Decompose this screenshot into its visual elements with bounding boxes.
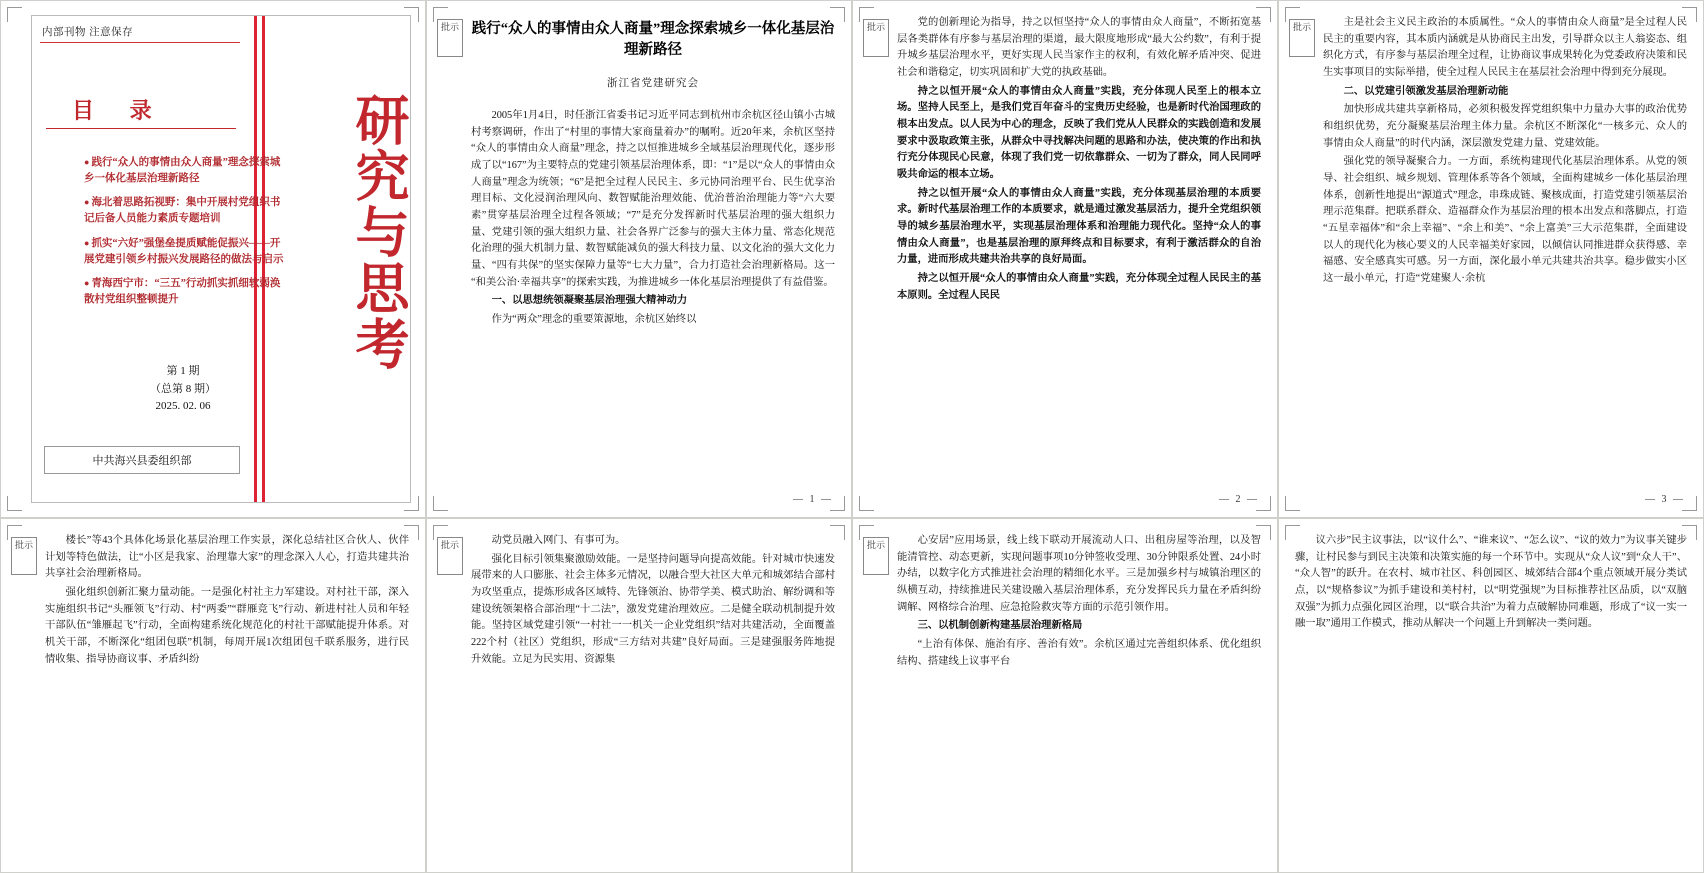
margin-annotation-box[interactable] [863, 19, 889, 57]
section-heading: 一、以思想统领凝聚基层治理强大精神动力 [491, 295, 688, 307]
page-body-4 [1323, 15, 1687, 483]
section-heading: 三、以机制创新构建基层治理新格局 [917, 620, 1083, 632]
document-page-4 [1278, 0, 1704, 518]
page-number: — 1 — [793, 494, 833, 505]
toc-item[interactable]: ● 青海西宁市：“三五”行动抓实抓细软弱涣散村党组织整顿提升 [84, 276, 284, 309]
crop-mark-icon [1285, 496, 1300, 511]
toc-divider [46, 128, 236, 129]
document-page-6 [426, 518, 852, 873]
page-body-5 [45, 533, 409, 838]
article-author: 浙江省党建研究会 [607, 78, 699, 90]
issue-total: （总第 8 期） [150, 382, 216, 395]
margin-annotation-box[interactable] [437, 19, 463, 57]
toc-item[interactable]: ● 抓实“六好”强堡垒提质赋能促振兴——开展党建引领乡村振兴发展路径的做法与启示 [84, 236, 284, 269]
paragraph: 主是社会主义民主政治的本质属性。“众人的事情由众人商量”是全过程人民民主的重要内容，其本质内涵就是从协商民主出发，引导群众以主人翁姿态、组织化方式，有序参与基层治理全过程，让协商议事成果转化为党委政府决策和民生实事项目的实际举措，使全过程人民民主在基层社会治理中得到充分展现。 [1323, 17, 1687, 79]
document-page-5 [0, 518, 426, 873]
cover-divider [40, 42, 240, 43]
page-number: — 2 — [1219, 494, 1259, 505]
paragraph: 持之以恒开展“众人的事情由众人商量”实践，充分体现基层治理的本质要求。新时代基层治理工作的本质要求，就是通过激发基层活力，提升全党组织领导的城乡基层治理水平，实现基层治理体系和治理能力现代化。坚持“众人的事情由众人商量”，也是基层治理的原拜终点和目标要求，有利于激活群众的自治力量，进而形成共建共治共享的良好局面。 [897, 187, 1261, 266]
paragraph: 党的创新理论为指导，持之以恒坚持“众人的事情由众人商量”，不断拓宽基层各类群体有序参与基层治理的渠道，最大限度地形成“最大公约数”，有利于提升城乡基层治理水平，更好实现人民当家作主的权利，有效化解矛盾冲突、促进社会和谐稳定，切实巩固和扩大党的执政基础。 [897, 17, 1261, 79]
paragraph: “上治有体保、施治有序、善治有效”。余杭区通过完善组织体系、优化组织结构、搭建线上议事平台 [897, 639, 1261, 667]
cover-publisher: 中共海兴县委组织部 [44, 446, 240, 474]
cover-issue-block [128, 363, 238, 416]
page-body-8 [1295, 533, 1687, 838]
article-title: 践行“众人的事情由众人商量”理念探索城乡一体化基层治理新路径 [471, 21, 835, 59]
toc-item[interactable]: ● 践行“众人的事情由众人商量”理念探索城乡一体化基层治理新路径 [84, 155, 284, 188]
cover-frame [31, 15, 411, 503]
paragraph: 楼长”等43个具体化场景化基层治理工作实景，深化总结社区合伙人、伙伴计划等特色做法，让“小区是我家、治理靠大家”的理念深入人心，打造共建共治共享社会治理新格局。 [45, 535, 409, 580]
paragraph: 持之以恒开展“众人的事情由众人商量”实践，充分体现全过程人民民主的基本原则。全过程人民民 [897, 273, 1261, 301]
issue-date: 2025. 02. 06 [155, 400, 211, 413]
cover-top-note: 内部刊物 注意保存 [42, 27, 134, 38]
margin-annotation-label: 批示 [14, 540, 33, 550]
document-page-3 [852, 0, 1278, 518]
paragraph: 强化党的领导凝聚合力。一方面，系统构建现代化基层治理体系。从党的领导、社会组织、城乡规划、管理体系等各个领域，全面构建城乡一体化基层治理体系，创新性地提出“源道式”理念，串珠成链、聚核成面，打造党建引领基层治理示范集群。把联系群众、造福群众作为基层治理的根本出发点和落脚点，打造“五星幸福体”和“余上幸福”、“余上和美”、“余上富美”三大示范集群，全面建设以人的现代化为核心要义的人民幸福美好家园，以倾信认同推进群众获得感、幸福感、安全感真实可感。另一方面，深化最小单元共建共治共享。稳步做实小区这一最小单元，打造“党建聚人·余杭 [1323, 156, 1687, 285]
margin-annotation-label: 批示 [440, 540, 459, 550]
document-page-8 [1278, 518, 1704, 873]
section-heading: 二、以党建引领激发基层治理新动能 [1343, 85, 1509, 97]
paragraph: 加快形成共建共享新格局，必须积极发挥党组织集中力量办大事的政治优势和组织优势，充分凝聚基层治理主体力量。余杭区不断深化“一核多元、众人的事情由众人商量”的时代内涵，深层激发党建力量、党建效能。 [1323, 104, 1687, 149]
paragraph: 作为“两众”理念的重要策源地，余杭区始终以 [491, 314, 697, 326]
margin-annotation-box[interactable] [11, 537, 37, 575]
document-page-7 [852, 518, 1278, 873]
paragraph: 持之以恒开展“众人的事情由众人商量”实践，充分体现人民至上的根本立场。坚持人民至上，是我们党百年奋斗的宝贵历史经验，也是新时代治国理政的根本出发点。以人民为中心的理念，反映了我们党从人民群众的实践创造和发展要求中汲取政策主张，从群众中寻找解决问题的思路和办法，使决策的作出和执行充分体现民心民意，体现了我们党一切依靠群众、一切为了群众，同人民同呼吸共命运的根本立场。 [897, 85, 1261, 181]
crop-mark-icon [7, 496, 22, 511]
paragraph: 议六步”民主议事法，以“议什么”、“谁来议”、“怎么议”、“议的效力”为议事关键步骤，让村民参与到民主决策和决策实施的每一个环节中。实现从“众人议”到“众人干”、“众人智”的跃升。在农村、城市社区、科创园区、城郊结合部4个重点领域开展分类试点，以“规格参议”为抓手建设和美村村，以“明党强规”为目标推荐社区品质，以“双脑双强”为抓力点强化园区治理，以“联合共治”为着力点破解协同难题，形成了“议一实一融一取”通用工作模式，推动从解决一个问题上升到解决一类问题。 [1295, 535, 1687, 630]
margin-annotation-label: 批示 [440, 22, 459, 32]
document-page-cover [0, 0, 426, 518]
cover-masthead: 研究与思考 [347, 92, 411, 372]
margin-annotation-label: 批示 [1292, 22, 1311, 32]
page-number: — 3 — [1645, 494, 1685, 505]
margin-annotation-box[interactable] [863, 537, 889, 575]
paragraph: 动党员融入网门、有事可为。 [491, 535, 626, 546]
crop-mark-icon [859, 496, 874, 511]
toc-heading: 目 录 [72, 98, 166, 124]
page-body-6 [471, 533, 835, 838]
margin-annotation-label: 批示 [866, 22, 885, 32]
page-body-2 [471, 15, 835, 483]
crop-mark-icon [7, 7, 22, 22]
paragraph: 2005年1月4日，时任浙江省委书记习近平同志到杭州市余杭区径山镇小古城村考察调研，作出了“村里的事情大家商量着办”的嘱咐。近20年来，余杭区坚持“众人的事情由众人商量”理念，持之以恒推进城乡全域基层治理现代化，逐步形成了以“167”为主要特点的党建引领基层治理体系，即：“1”是以“众人的事情由众人商量”理念为统领；“6”是把全过程人民民主、多元协同治理平台、民生优享治理目标、文化浸润治理风向、数智赋能治理效能、优治普治治理能力等“六大要素”贯穿基层治理全过程各领域；“7”是充分发挥新时代基层治理的强大组织力量、党建引领的强大组织力量、社会各界广泛参与的强大主体力量、常态化规范化治理的强大机制力量、数智赋能减负的强大科技力量、以文化治的强大文化力量、“四有共保”的坚实保障力量等“七大力量”，合力打造社会治理新格局。这一“和美公治·幸福共享”的探索实践，为推进城乡一体化基层治理提供了有益借鉴。 [471, 110, 835, 288]
crop-mark-icon [433, 496, 448, 511]
margin-annotation-box[interactable] [437, 537, 463, 575]
issue-number: 第 1 期 [166, 365, 200, 378]
toc-item[interactable]: ● 海北着思路拓视野：集中开展村党组织书记后备人员能力素质专题培训 [84, 195, 284, 228]
page-body-3 [897, 15, 1261, 483]
paragraph: 强化目标引领集聚激励效能。一是坚持问题导向提高效能。针对城市快速发展带来的人口膨胀、社会主体多元情况，以融合型大社区大单元和城郊结合部村为攻坚重点，提炼形成各区域特、先锋领治、协带学美、模式助治、解纷调和等建设统领架格合部治理“十二法”，激发党建治理效应。二是健全联动机制提升效能。坚持区域党建引领“一村社一一机关一企业党组织”结对共建活动，全面覆盖222个村（社区）党组织，形成“三方结对共建”良好局面。三是建强服务阵地提升效能。立足为民实用、资源集 [471, 553, 835, 665]
document-page-2 [426, 0, 852, 518]
page-body-7 [897, 533, 1261, 838]
margin-annotation-box[interactable] [1289, 19, 1315, 57]
paragraph: 心安居”应用场景，线上线下联动开展流动人口、出租房屋等治理，以及智能清管控、动态更新，实现问题事项10分钟签收受理、30分钟限系处置、24小时办结，以数字化方式推进社会治理的精细化水平。三是加强乡村与城镇治理区的纵横互动，持续推进民关建设融入基层治理体系，充分发挥民兵力量在矛盾纠纷调解、网格综合治理、应急抢险救灾等方面的示范引领作用。 [897, 535, 1261, 613]
paragraph: 强化组织创新汇聚力量动能。一是强化村社主力军建设。对村社干部，深入实施组织书记“头雁领飞”行动、村“两委”“群雁竞飞”行动、新进村社人员和年轻干部队伍“雏雁起飞”行动，全面构建系统化规范化的村社干部赋能提升体系。对机关干部，不断深化“组团包联”机制，每周开展1次组团包千联系服务，进行民情收集、指导协商议事、矛盾纠纷 [45, 587, 409, 665]
margin-annotation-label: 批示 [866, 540, 885, 550]
